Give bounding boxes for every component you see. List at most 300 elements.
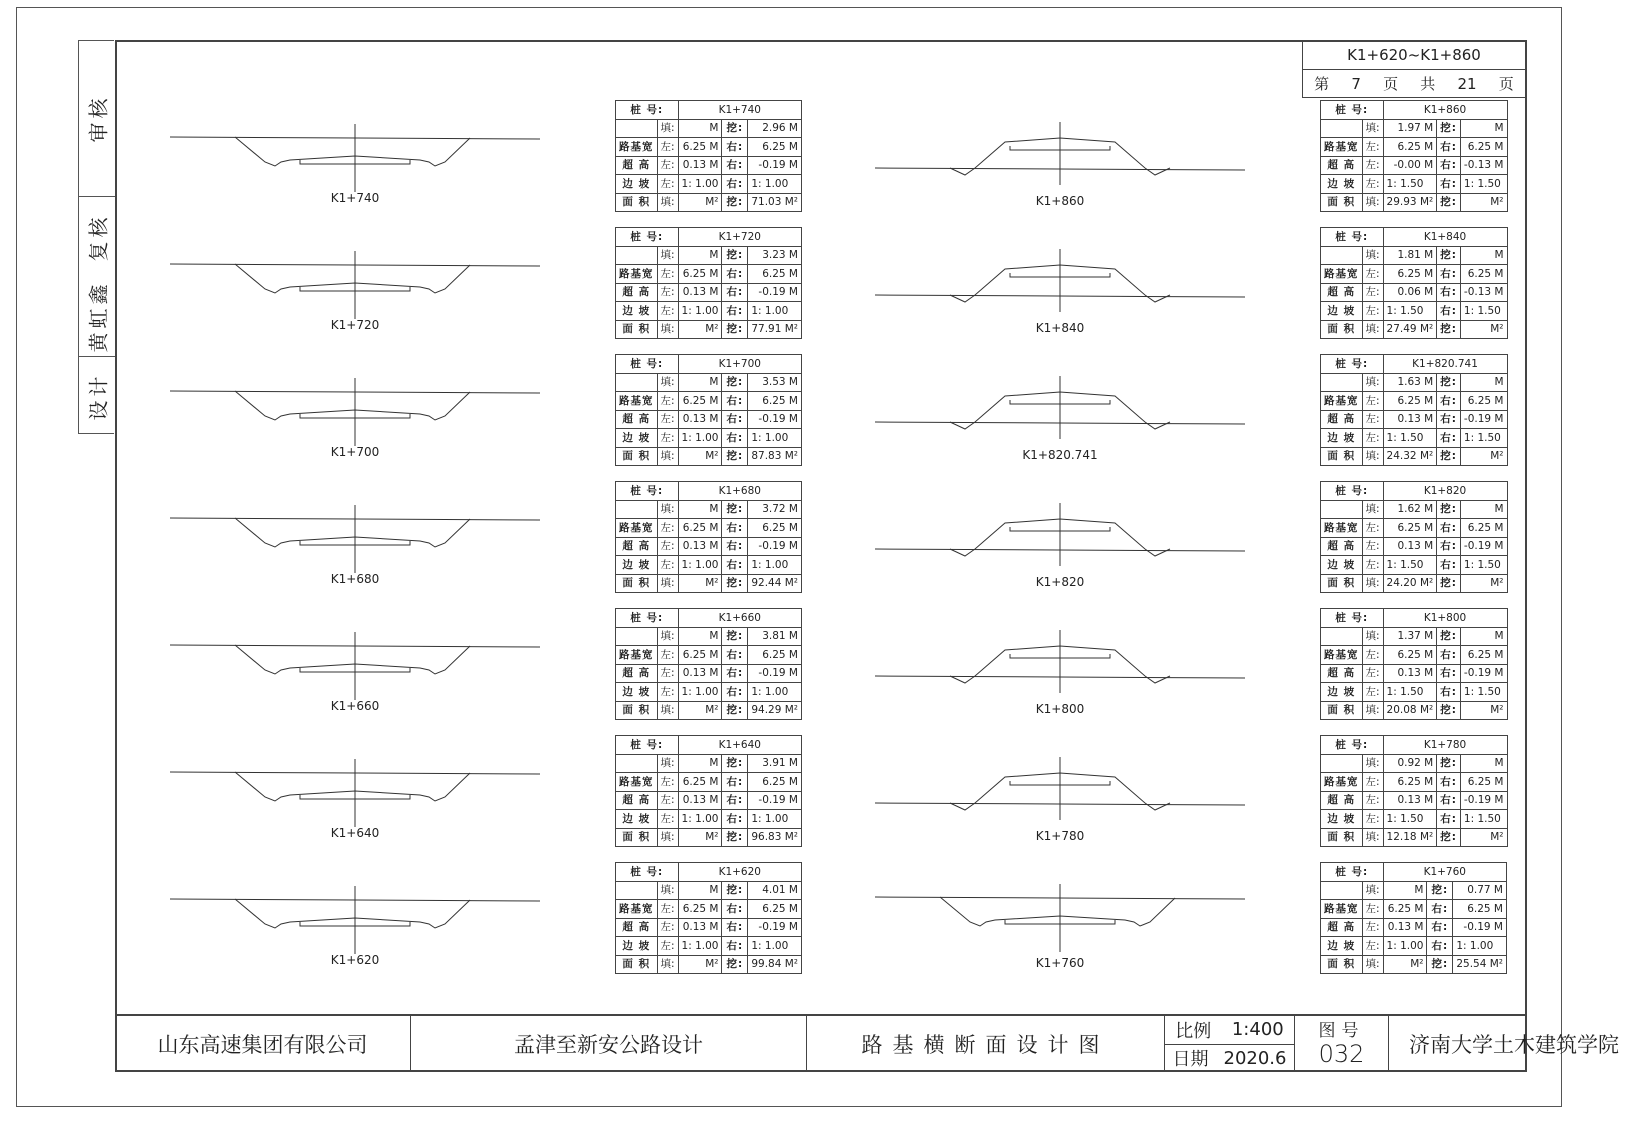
station-label: 桩 号:: [1321, 228, 1384, 247]
right-label: 右:: [722, 156, 748, 175]
right-label: 右:: [1437, 646, 1461, 665]
left-label: 左:: [657, 392, 678, 411]
right-label: 右:: [722, 556, 748, 575]
fill-value: M: [678, 627, 722, 646]
width-label: 路基宽: [616, 138, 658, 157]
station-label: 桩 号:: [1321, 609, 1384, 628]
fill-value: M: [678, 881, 722, 900]
width-left: 6.25 M: [1383, 392, 1437, 411]
table-row: [616, 701, 802, 720]
blank-cell: [1321, 246, 1363, 265]
right-label: 右:: [1437, 664, 1461, 683]
superelev-left: 0.13 M: [1383, 918, 1427, 937]
drawing-number: 032: [1318, 1040, 1365, 1068]
width-right: 6.25 M: [1460, 392, 1507, 411]
slope-label: 边 坡: [1321, 429, 1363, 448]
station-value: K1+820.741: [1383, 355, 1507, 374]
table-row: [1321, 627, 1508, 646]
fill-label: 填:: [1362, 193, 1383, 212]
right-label: 右:: [722, 937, 748, 956]
approval-sidebar: [78, 40, 114, 434]
cut-label: 挖:: [1437, 828, 1461, 847]
width-right: 6.25 M: [1453, 900, 1507, 919]
width-right: 6.25 M: [1460, 519, 1507, 538]
area-cut: M²: [1460, 574, 1507, 593]
width-label: 路基宽: [1321, 265, 1363, 284]
superelev-label: 超 高: [1321, 156, 1363, 175]
table-row: [1321, 373, 1508, 392]
cut-label: 挖:: [722, 193, 748, 212]
left-label: 左:: [657, 646, 678, 665]
area-cut: 92.44 M²: [748, 574, 802, 593]
station-table: [615, 354, 802, 466]
fill-label: 填:: [657, 881, 678, 900]
station-label: 桩 号:: [1321, 355, 1384, 374]
superelev-label: 超 高: [616, 410, 658, 429]
width-label: 路基宽: [1321, 646, 1363, 665]
left-label: 左:: [657, 918, 678, 937]
fill-value: 1.81 M: [1383, 246, 1437, 265]
superelev-left: 0.13 M: [678, 537, 722, 556]
table-row: [1321, 556, 1508, 575]
superelev-label: 超 高: [1321, 537, 1363, 556]
section-station-label: K1+740: [330, 191, 380, 205]
table-row: [1321, 429, 1508, 448]
table-row: [616, 736, 802, 755]
slope-right: 1: 1.00: [748, 302, 802, 321]
table-row: [1321, 701, 1508, 720]
area-label: 面 积: [616, 701, 658, 720]
cut-label: 挖:: [722, 320, 748, 339]
width-left: 6.25 M: [678, 392, 722, 411]
superelev-left: -0.00 M: [1383, 156, 1437, 175]
table-row: [1321, 881, 1507, 900]
table-row: [616, 881, 802, 900]
station-value: K1+720: [678, 228, 801, 247]
station-table: [615, 227, 802, 339]
area-label: 面 积: [616, 320, 658, 339]
table-row: [616, 355, 802, 374]
right-label: 右:: [722, 429, 748, 448]
section-station-label: K1+680: [330, 572, 380, 586]
total-pages: 21: [1457, 74, 1477, 93]
table-row: [616, 754, 802, 773]
area-cut: M²: [1460, 320, 1507, 339]
reviewer-name-cell: [79, 277, 115, 357]
table-row: [616, 320, 802, 339]
slope-right: 1: 1.50: [1460, 556, 1507, 575]
cut-label: 挖:: [722, 119, 748, 138]
left-label: 左:: [657, 664, 678, 683]
superelev-left: 0.13 M: [1383, 791, 1437, 810]
station-value: K1+800: [1383, 609, 1507, 628]
right-label: 右:: [1437, 410, 1461, 429]
table-row: [616, 574, 802, 593]
area-cut: 87.83 M²: [748, 447, 802, 466]
superelev-label: 超 高: [1321, 664, 1363, 683]
table-row: [1321, 246, 1508, 265]
superelev-left: 0.13 M: [1383, 664, 1437, 683]
left-label: 左:: [1362, 392, 1383, 411]
fill-label: 填:: [1362, 955, 1383, 974]
right-label: 右:: [722, 410, 748, 429]
area-fill: 29.93 M²: [1383, 193, 1437, 212]
station-value: K1+620: [678, 863, 801, 882]
cut-label: 挖:: [1437, 500, 1461, 519]
superelev-left: 0.13 M: [678, 410, 722, 429]
left-label: 左:: [1362, 900, 1383, 919]
table-row: [1321, 101, 1508, 120]
left-label: 左:: [657, 138, 678, 157]
width-left: 6.25 M: [678, 138, 722, 157]
area-label: 面 积: [616, 574, 658, 593]
right-label: 右:: [1427, 937, 1453, 956]
left-label: 左:: [657, 810, 678, 829]
table-row: [1321, 482, 1508, 501]
area-cut: M²: [1460, 193, 1507, 212]
station-label: 桩 号:: [616, 355, 679, 374]
table-row: [616, 175, 802, 194]
area-cut: 25.54 M²: [1453, 955, 1507, 974]
table-row: [1321, 937, 1507, 956]
superelev-label: 超 高: [1321, 791, 1363, 810]
blank-cell: [616, 119, 658, 138]
slope-label: 边 坡: [616, 556, 658, 575]
station-value: K1+760: [1383, 863, 1506, 882]
project-cell: [411, 1016, 807, 1072]
superelev-left: 0.13 M: [678, 156, 722, 175]
page-counter: [1303, 70, 1525, 97]
superelev-left: 0.06 M: [1383, 283, 1437, 302]
slope-label: 边 坡: [1321, 556, 1363, 575]
slope-left: 1: 1.00: [1383, 937, 1427, 956]
superelev-right: -0.19 M: [1460, 664, 1507, 683]
left-label: 左:: [1362, 410, 1383, 429]
table-row: [1321, 609, 1508, 628]
width-label: 路基宽: [1321, 519, 1363, 538]
slope-right: 1: 1.50: [1460, 429, 1507, 448]
width-left: 6.25 M: [1383, 519, 1437, 538]
station-label: 桩 号:: [616, 101, 679, 120]
superelev-left: 0.13 M: [1383, 410, 1437, 429]
cut-profile: [235, 137, 470, 166]
superelev-label: 超 高: [1321, 283, 1363, 302]
area-cut: M²: [1460, 828, 1507, 847]
fill-label: 填:: [657, 373, 678, 392]
right-label: 右:: [722, 537, 748, 556]
table-row: [616, 482, 802, 501]
cut-label: 挖:: [1437, 627, 1461, 646]
superelev-right: -0.19 M: [748, 156, 802, 175]
total-prefix: 共: [1420, 75, 1436, 93]
section-station-label: K1+800: [1035, 702, 1085, 716]
width-left: 6.25 M: [678, 646, 722, 665]
superelev-right: -0.19 M: [748, 664, 802, 683]
slope-right: 1: 1.00: [748, 810, 802, 829]
table-row: [616, 683, 802, 702]
station-value: K1+700: [678, 355, 801, 374]
blank-cell: [616, 246, 658, 265]
slope-label: 边 坡: [616, 429, 658, 448]
cut-label: 挖:: [1437, 246, 1461, 265]
slope-label: 边 坡: [1321, 302, 1363, 321]
right-label: 右:: [722, 683, 748, 702]
area-label: 面 积: [1321, 447, 1363, 466]
scale-label: 比例: [1175, 1020, 1212, 1042]
width-left: 6.25 M: [1383, 138, 1437, 157]
table-row: [1321, 283, 1508, 302]
slope-right: 1: 1.00: [748, 556, 802, 575]
area-cut: 71.03 M²: [748, 193, 802, 212]
fill-value: M: [678, 754, 722, 773]
left-label: 左:: [657, 519, 678, 538]
right-label: 右:: [1437, 556, 1461, 575]
area-label: 面 积: [1321, 701, 1363, 720]
cut-label: 挖:: [1437, 193, 1461, 212]
area-fill: M²: [678, 701, 722, 720]
width-right: 6.25 M: [1460, 646, 1507, 665]
table-row: [1321, 646, 1508, 665]
cut-label: 挖:: [1437, 574, 1461, 593]
width-right: 6.25 M: [748, 646, 802, 665]
slope-label: 边 坡: [616, 175, 658, 194]
section-station-label: K1+780: [1035, 829, 1085, 843]
scale-date-cell: [1165, 1016, 1295, 1072]
station-table: [615, 608, 802, 720]
table-row: [616, 447, 802, 466]
table-row: [1321, 355, 1508, 374]
right-label: 右:: [1437, 519, 1461, 538]
table-row: [616, 556, 802, 575]
section-station-label: K1+620: [330, 953, 380, 967]
area-fill: M²: [1383, 955, 1427, 974]
table-row: [616, 646, 802, 665]
drawing-number-cell: [1295, 1016, 1389, 1072]
area-fill: M²: [678, 955, 722, 974]
width-label: 路基宽: [616, 646, 658, 665]
fill-label: 填:: [657, 320, 678, 339]
right-label: 右:: [722, 302, 748, 321]
left-label: 左:: [1362, 791, 1383, 810]
cut-label: 挖:: [722, 447, 748, 466]
cut-label: 挖:: [1437, 373, 1461, 392]
superelev-label: 超 高: [616, 664, 658, 683]
table-row: [616, 156, 802, 175]
area-fill: 24.20 M²: [1383, 574, 1437, 593]
left-label: 左:: [657, 937, 678, 956]
table-row: [616, 609, 802, 628]
blank-cell: [616, 754, 658, 773]
width-label: 路基宽: [616, 392, 658, 411]
recheck-cell: [79, 197, 115, 277]
blank-cell: [1321, 881, 1363, 900]
right-label: 右:: [1427, 918, 1453, 937]
right-label: 右:: [722, 283, 748, 302]
area-fill: M²: [678, 574, 722, 593]
cut-label: 挖:: [722, 754, 748, 773]
date-label: 日期: [1172, 1049, 1209, 1071]
cut-value: 3.53 M: [748, 373, 802, 392]
right-label: 右:: [722, 791, 748, 810]
cut-profile: [235, 391, 470, 420]
station-label: 桩 号:: [616, 228, 679, 247]
cut-value: M: [1460, 627, 1507, 646]
table-row: [616, 283, 802, 302]
left-label: 左:: [657, 791, 678, 810]
station-value: K1+640: [678, 736, 801, 755]
area-label: 面 积: [1321, 320, 1363, 339]
slope-label: 边 坡: [1321, 937, 1363, 956]
cut-label: 挖:: [1437, 754, 1461, 773]
width-label: 路基宽: [616, 519, 658, 538]
table-row: [1321, 302, 1508, 321]
left-label: 左:: [657, 302, 678, 321]
slope-left: 1: 1.50: [1383, 810, 1437, 829]
section-station-label: K1+700: [330, 445, 380, 459]
station-label: 桩 号:: [1321, 863, 1384, 882]
table-row: [616, 537, 802, 556]
cut-label: 挖:: [722, 955, 748, 974]
review-label: 审核: [86, 94, 111, 143]
slope-left: 1: 1.00: [678, 556, 722, 575]
superelev-right: -0.19 M: [748, 918, 802, 937]
table-row: [616, 410, 802, 429]
area-label: 面 积: [1321, 955, 1363, 974]
fill-label: 填:: [1362, 500, 1383, 519]
drawing-title-cell: [807, 1016, 1165, 1072]
area-cut: 94.29 M²: [748, 701, 802, 720]
section-station-label: K1+820: [1035, 575, 1085, 589]
table-row: [616, 265, 802, 284]
slope-label: 边 坡: [1321, 810, 1363, 829]
width-left: 6.25 M: [1383, 773, 1437, 792]
blank-cell: [1321, 754, 1363, 773]
cut-value: 3.72 M: [748, 500, 802, 519]
cut-value: 3.81 M: [748, 627, 802, 646]
area-fill: 20.08 M²: [1383, 701, 1437, 720]
width-right: 6.25 M: [748, 519, 802, 538]
slope-left: 1: 1.00: [678, 810, 722, 829]
left-label: 左:: [657, 429, 678, 448]
recheck-label: 复核: [86, 213, 111, 261]
fill-label: 填:: [657, 701, 678, 720]
table-row: [1321, 392, 1508, 411]
cut-label: 挖:: [722, 881, 748, 900]
fill-label: 填:: [1362, 246, 1383, 265]
width-right: 6.25 M: [748, 265, 802, 284]
cut-label: 挖:: [1437, 320, 1461, 339]
slope-right: 1: 1.00: [748, 429, 802, 448]
blank-cell: [616, 500, 658, 519]
drawing-title: 路基横断面设计图: [861, 1033, 1110, 1057]
cut-label: 挖:: [722, 828, 748, 847]
section-station-label: K1+820.741: [1022, 448, 1098, 462]
cut-label: 挖:: [722, 373, 748, 392]
reviewer-name: 黄虹鑫: [86, 280, 111, 353]
left-label: 左:: [657, 156, 678, 175]
area-fill: 24.32 M²: [1383, 447, 1437, 466]
cut-label: 挖:: [1427, 955, 1453, 974]
area-fill: M²: [678, 828, 722, 847]
table-row: [1321, 754, 1508, 773]
width-right: 6.25 M: [1460, 773, 1507, 792]
width-label: 路基宽: [1321, 138, 1363, 157]
area-cut: M²: [1460, 701, 1507, 720]
section-station-label: K1+640: [330, 826, 380, 840]
superelev-label: 超 高: [1321, 410, 1363, 429]
superelev-left: 0.13 M: [1383, 537, 1437, 556]
cut-label: 挖:: [722, 246, 748, 265]
table-row: [1321, 773, 1508, 792]
right-label: 右:: [722, 664, 748, 683]
blank-cell: [1321, 627, 1363, 646]
width-left: 6.25 M: [678, 773, 722, 792]
slope-right: 1: 1.00: [748, 683, 802, 702]
left-label: 左:: [1362, 918, 1383, 937]
station-label: 桩 号:: [616, 482, 679, 501]
table-row: [616, 900, 802, 919]
table-row: [1321, 265, 1508, 284]
page-number: 7: [1351, 74, 1361, 93]
fill-label: 填:: [1362, 828, 1383, 847]
superelev-label: 超 高: [616, 791, 658, 810]
area-fill: M²: [678, 320, 722, 339]
superelev-right: -0.19 M: [748, 283, 802, 302]
left-label: 左:: [1362, 683, 1383, 702]
company-cell: [115, 1016, 411, 1072]
section-station-label: K1+660: [330, 699, 380, 713]
left-label: 左:: [1362, 773, 1383, 792]
right-label: 右:: [722, 265, 748, 284]
right-label: 右:: [722, 175, 748, 194]
right-label: 右:: [722, 519, 748, 538]
width-label: 路基宽: [1321, 773, 1363, 792]
superelev-right: -0.13 M: [1460, 283, 1507, 302]
station-value: K1+740: [678, 101, 801, 120]
slope-left: 1: 1.50: [1383, 175, 1437, 194]
width-left: 6.25 M: [1383, 265, 1437, 284]
station-value: K1+860: [1383, 101, 1507, 120]
table-row: [1321, 900, 1507, 919]
superelev-right: -0.19 M: [1460, 791, 1507, 810]
width-left: 6.25 M: [678, 265, 722, 284]
left-label: 左:: [1362, 937, 1383, 956]
fill-label: 填:: [657, 193, 678, 212]
cut-value: M: [1460, 754, 1507, 773]
table-row: [616, 519, 802, 538]
width-left: 6.25 M: [678, 519, 722, 538]
width-right: 6.25 M: [748, 773, 802, 792]
area-label: 面 积: [616, 193, 658, 212]
station-label: 桩 号:: [1321, 101, 1384, 120]
area-label: 面 积: [1321, 193, 1363, 212]
company-name: 山东高速集团有限公司: [157, 1033, 368, 1057]
superelev-label: 超 高: [616, 537, 658, 556]
fill-label: 填:: [657, 627, 678, 646]
section-station-label: K1+720: [330, 318, 380, 332]
page-prefix: 第: [1314, 75, 1330, 93]
page-mid: 页: [1383, 75, 1399, 93]
fill-label: 填:: [657, 246, 678, 265]
station-table: [1320, 735, 1508, 847]
fill-value: 0.92 M: [1383, 754, 1437, 773]
cut-label: 挖:: [1437, 701, 1461, 720]
superelev-right: -0.19 M: [748, 410, 802, 429]
right-label: 右:: [1437, 392, 1461, 411]
section-station-label: K1+860: [1035, 194, 1085, 208]
station-table: [1320, 862, 1507, 974]
superelev-left: 0.13 M: [678, 791, 722, 810]
